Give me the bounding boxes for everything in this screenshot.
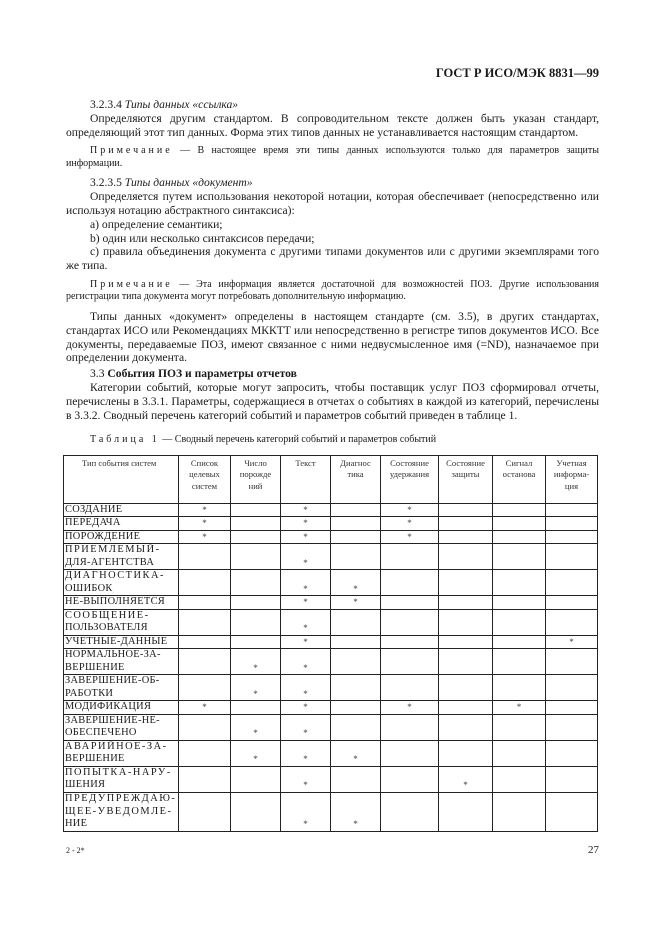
empty-cell: [179, 544, 231, 570]
empty-cell: [546, 596, 598, 610]
empty-cell: [381, 766, 439, 792]
table-row: [64, 517, 598, 531]
column-header: Состояние защиты: [439, 455, 493, 503]
parameter-mark: *: [281, 517, 331, 531]
empty-cell: [439, 792, 493, 831]
empty-cell: [439, 714, 493, 740]
table-row: [64, 609, 598, 635]
parameter-mark: *: [231, 714, 281, 740]
empty-cell: [381, 675, 439, 701]
empty-cell: [381, 792, 439, 831]
table-row: [64, 766, 598, 792]
empty-cell: [381, 714, 439, 740]
empty-cell: [493, 792, 546, 831]
empty-cell: [331, 544, 381, 570]
event-type-line: УЧЕТНЫЕ-ДАННЫЕ: [65, 635, 168, 647]
empty-cell: [331, 503, 381, 517]
parameter-mark: *: [331, 570, 381, 596]
parameter-mark: *: [381, 517, 439, 531]
empty-cell: [331, 530, 381, 544]
event-type-line: ВЕРШЕНИЕ: [65, 753, 125, 765]
parameter-mark: *: [281, 530, 331, 544]
parameter-mark: *: [381, 530, 439, 544]
parameter-mark: *: [493, 701, 546, 715]
section-heading: 3.2.3.5 Типы данных «документ»: [90, 176, 253, 190]
parameter-mark: *: [281, 766, 331, 792]
list-item: a) определение семантики;: [90, 217, 223, 231]
empty-cell: [179, 740, 231, 766]
empty-cell: [493, 596, 546, 610]
empty-cell: [493, 635, 546, 649]
event-type-line: ПОПЫТКА-НАРУ-: [65, 766, 172, 778]
table-row: [64, 675, 598, 701]
empty-cell: [493, 503, 546, 517]
empty-cell: [439, 570, 493, 596]
event-type-line: РАБОТКИ: [65, 687, 114, 699]
event-type-line: СОЗДАНИЕ: [65, 503, 123, 515]
table-row: [64, 740, 598, 766]
event-type-cell: [64, 503, 179, 517]
empty-cell: [231, 701, 281, 715]
table-row: [64, 701, 598, 715]
empty-cell: [381, 570, 439, 596]
empty-cell: [231, 503, 281, 517]
paragraph: Определяется путем использования некоторой нотации, которая обеспечивает (непосредственно или используя нотацию абстрактного синтаксиса):: [66, 190, 599, 217]
column-header: Состояние удержания: [381, 455, 439, 503]
parameter-mark: *: [281, 675, 331, 701]
empty-cell: [381, 740, 439, 766]
parameter-mark: *: [439, 766, 493, 792]
parameter-mark: *: [281, 609, 331, 635]
empty-cell: [179, 675, 231, 701]
empty-cell: [179, 609, 231, 635]
table-header-row: [64, 455, 598, 503]
parameter-mark: *: [231, 740, 281, 766]
empty-cell: [546, 530, 598, 544]
event-type-cell: [64, 766, 179, 792]
empty-cell: [439, 544, 493, 570]
event-type-line: ДЛЯ-АГЕНТСТВА: [65, 556, 155, 568]
empty-cell: [331, 649, 381, 675]
paragraph: Определяются другим стандартом. В сопроводительном тексте должен быть указан стандарт, определяющий этот тип данных. Форма этих типов данных не устанавливается настоящим стандартом.: [66, 111, 599, 139]
empty-cell: [439, 609, 493, 635]
event-type-line: ПРЕДУПРЕЖДАЮ-: [65, 793, 177, 805]
empty-cell: [381, 635, 439, 649]
parameter-mark: *: [331, 740, 381, 766]
event-type-line: ПРИЕМЛЕМЫЙ-: [65, 544, 161, 556]
footer-sheet-mark: 2 - 2*: [66, 845, 85, 855]
event-type-line: ЗАВЕРШЕНИЕ-ОБ-: [65, 675, 160, 687]
empty-cell: [231, 570, 281, 596]
event-type-cell: [64, 596, 179, 610]
event-type-cell: [64, 530, 179, 544]
parameter-mark: *: [281, 503, 331, 517]
parameter-mark: *: [281, 701, 331, 715]
empty-cell: [493, 544, 546, 570]
note-2: Примечание — Эта информация является достаточной для возможностей ПОЗ. Другие использования регистрации типа документа могут потребовать дополнительную информацию.: [66, 278, 599, 303]
empty-cell: [231, 609, 281, 635]
table-row: [64, 649, 598, 675]
parameter-mark: *: [179, 517, 231, 531]
empty-cell: [331, 675, 381, 701]
parameter-mark: *: [281, 635, 331, 649]
empty-cell: [493, 609, 546, 635]
empty-cell: [439, 649, 493, 675]
parameter-mark: *: [179, 530, 231, 544]
empty-cell: [493, 675, 546, 701]
empty-cell: [381, 609, 439, 635]
empty-cell: [546, 517, 598, 531]
empty-cell: [331, 766, 381, 792]
empty-cell: [493, 530, 546, 544]
column-header: Текст: [281, 455, 331, 503]
parameter-mark: *: [281, 596, 331, 610]
empty-cell: [331, 714, 381, 740]
event-type-line: СООБЩЕНИЕ-: [65, 609, 150, 621]
parameter-mark: *: [281, 792, 331, 831]
parameter-mark: *: [231, 675, 281, 701]
empty-cell: [439, 517, 493, 531]
empty-cell: [439, 503, 493, 517]
section-3-2-3-5: [66, 176, 599, 273]
empty-cell: [179, 596, 231, 610]
empty-cell: [546, 740, 598, 766]
empty-cell: [179, 766, 231, 792]
empty-cell: [179, 649, 231, 675]
page-footer: [66, 844, 599, 856]
table-row: [64, 570, 598, 596]
page-body: [66, 98, 599, 856]
empty-cell: [439, 596, 493, 610]
empty-cell: [546, 766, 598, 792]
column-header: Список целевых систем: [179, 455, 231, 503]
empty-cell: [493, 649, 546, 675]
event-type-line: НИЕ: [65, 818, 88, 830]
event-type-cell: [64, 570, 179, 596]
event-type-cell: [64, 675, 179, 701]
table-row: [64, 635, 598, 649]
parameter-mark: *: [281, 570, 331, 596]
event-type-line: ПОРОЖДЕНИЕ: [65, 530, 141, 542]
empty-cell: [231, 792, 281, 831]
event-type-line: ВЕРШЕНИЕ: [65, 661, 125, 673]
event-type-line: НОРМАЛЬНОЕ-ЗА-: [65, 649, 161, 661]
event-type-cell: [64, 517, 179, 531]
event-type-line: МОДИФИКАЦИЯ: [65, 701, 152, 713]
list-item: b) один или несколько синтаксисов передачи;: [90, 231, 315, 245]
empty-cell: [546, 792, 598, 831]
parameter-mark: *: [281, 740, 331, 766]
event-type-line: ПОЛЬЗОВАТЕЛЯ: [65, 622, 148, 634]
empty-cell: [439, 675, 493, 701]
empty-cell: [331, 635, 381, 649]
empty-cell: [231, 544, 281, 570]
event-type-line: ШЕНИЯ: [65, 779, 106, 791]
empty-cell: [231, 596, 281, 610]
empty-cell: [439, 740, 493, 766]
table-row: [64, 530, 598, 544]
empty-cell: [381, 544, 439, 570]
empty-cell: [381, 596, 439, 610]
empty-cell: [231, 766, 281, 792]
event-type-cell: [64, 792, 179, 831]
event-type-cell: [64, 609, 179, 635]
empty-cell: [331, 517, 381, 531]
event-type-cell: [64, 714, 179, 740]
empty-cell: [439, 701, 493, 715]
event-type-cell: [64, 740, 179, 766]
empty-cell: [331, 701, 381, 715]
event-type-line: ЗАВЕРШЕНИЕ-НЕ-: [65, 714, 160, 726]
empty-cell: [231, 635, 281, 649]
table-row: [64, 503, 598, 517]
parameter-mark: *: [179, 503, 231, 517]
parameter-mark: *: [179, 701, 231, 715]
empty-cell: [231, 530, 281, 544]
empty-cell: [546, 649, 598, 675]
empty-cell: [546, 544, 598, 570]
empty-cell: [179, 635, 231, 649]
section-heading: 3.3 События ПОЗ и параметры отчетов: [90, 367, 297, 381]
event-type-cell: [64, 701, 179, 715]
event-type-cell: [64, 544, 179, 570]
table-row: [64, 596, 598, 610]
parameter-mark: *: [331, 792, 381, 831]
parameter-mark: *: [281, 714, 331, 740]
empty-cell: [493, 766, 546, 792]
document-header: ГОСТ Р ИСО/МЭК 8831—99: [435, 66, 599, 80]
empty-cell: [179, 792, 231, 831]
empty-cell: [546, 609, 598, 635]
section-heading: 3.2.3.4 Типы данных «ссылка»: [90, 98, 239, 111]
parameter-mark: *: [381, 503, 439, 517]
empty-cell: [439, 530, 493, 544]
empty-cell: [179, 570, 231, 596]
column-header: Тип события систем: [64, 455, 179, 503]
empty-cell: [493, 714, 546, 740]
parameter-mark: *: [381, 701, 439, 715]
event-type-cell: [64, 649, 179, 675]
event-type-line: ЩЕЕ-УВЕДОМЛЕ-: [65, 805, 173, 817]
empty-cell: [231, 517, 281, 531]
table-row: [64, 544, 598, 570]
parameter-mark: *: [281, 544, 331, 570]
paragraph: Категории событий, которые могут запросить, чтобы поставщик услуг ПОЗ сформировал отчеты, перечислены в 3.3.1. Параметры, содержащиеся в отчетах о событиях в каждой из категорий, перечислены в 3.3.2. Сводный перечень категорий событий и параметров событий приведен в таблице 1.: [66, 380, 599, 422]
column-header: Диагнос тика: [331, 455, 381, 503]
empty-cell: [493, 740, 546, 766]
list-item: c) правила объединения документа с другими типами документов или с другими экземплярами того же типа.: [66, 245, 599, 273]
column-header: Число порожде ний: [231, 455, 281, 503]
events-table: [63, 455, 598, 832]
column-header: Сигнал останова: [493, 455, 546, 503]
note-1: Примечание — В настоящее время эти типы данных используются только для параметров защиты информации.: [66, 145, 599, 169]
page-number: 27: [588, 843, 599, 856]
empty-cell: [493, 570, 546, 596]
parameter-mark: *: [281, 649, 331, 675]
column-header: Учетная информа- ция: [546, 455, 598, 503]
table-row: [64, 714, 598, 740]
event-type-cell: [64, 635, 179, 649]
table-row: [64, 792, 598, 831]
event-type-line: АВАРИЙНОЕ-ЗА-: [65, 740, 168, 752]
empty-cell: [546, 714, 598, 740]
empty-cell: [331, 609, 381, 635]
event-type-line: НЕ-ВЫПОЛНЯЕТСЯ: [65, 596, 166, 608]
event-type-line: ОБЕСПЕЧЕНО: [65, 727, 137, 739]
event-type-line: ДИАГНОСТИКА-: [65, 570, 165, 582]
parameter-mark: *: [231, 649, 281, 675]
empty-cell: [546, 701, 598, 715]
event-type-line: ПЕРЕДАЧА: [65, 517, 121, 529]
empty-cell: [546, 503, 598, 517]
empty-cell: [381, 649, 439, 675]
parameter-mark: *: [546, 635, 598, 649]
empty-cell: [493, 517, 546, 531]
empty-cell: [439, 635, 493, 649]
empty-cell: [546, 570, 598, 596]
event-type-line: ОШИБОК: [65, 582, 113, 594]
empty-cell: [179, 714, 231, 740]
parameter-mark: *: [331, 596, 381, 610]
empty-cell: [546, 675, 598, 701]
section-3-2-3-4: [66, 98, 599, 139]
section-3-3: [66, 367, 599, 422]
table-caption: Таблица 1 — Сводный перечень категорий событий и параметров событий: [90, 434, 437, 446]
paragraph-document-types: Типы данных «документ» определены в настоящем стандарте (см. 3.5), в других стандартах, стандартах ИСО или Рекомендациях МККТТ или непосредственно в регистре типов документов ИСО. Все документы, передаваемые ПОЗ, имеют связанное с ними недвусмысленное имя (=ND), назначаемое при определении документа.: [66, 309, 599, 365]
